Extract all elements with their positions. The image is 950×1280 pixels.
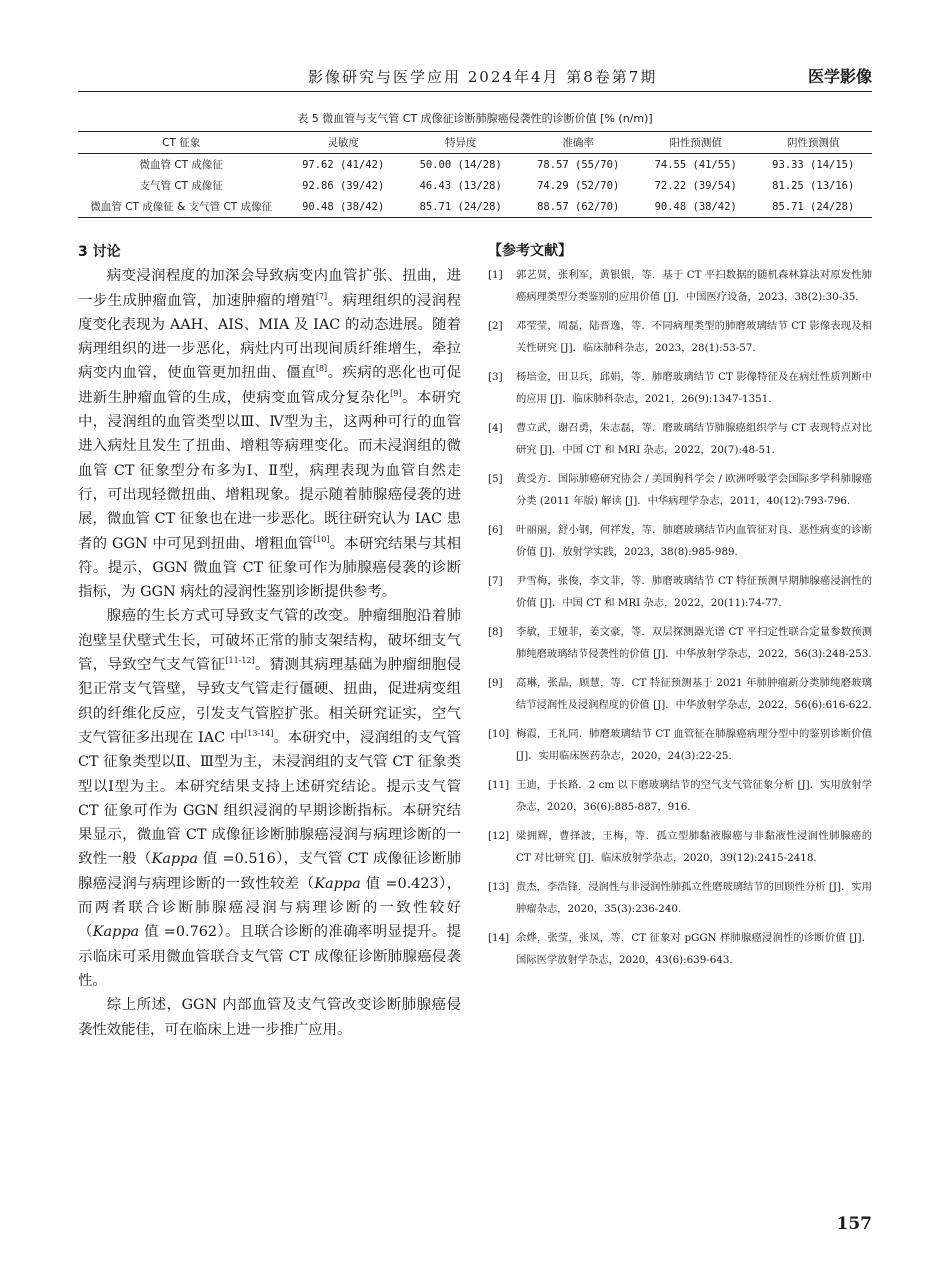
table-cell: 81.25 (13/16) — [772, 179, 855, 192]
section-heading: 3 讨论 — [78, 244, 121, 260]
reference-item: [1] 郭艺贤，张利军，黄银银，等．基于 CT 平扫数据的随机森林算法对原发性肺癌病理类型分类鉴别的应用价值 [J]．中国医疗设备，2023，38(2):30-35. — [488, 269, 872, 303]
table-cell: 74.29 (52/70) — [537, 179, 620, 192]
table-cell: 支气管 CT 成像征 — [139, 180, 223, 192]
section-label: 医学影像 — [807, 67, 872, 86]
col-header: 特异度 — [402, 132, 520, 154]
running-header — [78, 66, 872, 92]
table-cell: 97.62 (41/42) — [302, 158, 385, 171]
table-cell: 微血管 CT 成像征 — [139, 159, 223, 171]
table-row — [78, 175, 872, 196]
citation[interactable]: [13-14] — [244, 729, 274, 739]
paragraph: 病变浸润程度的加深会导致病变内血管扩张、扭曲，进一步生成肿瘤血管，加速肿瘤的增殖[7]。病理组织的浸润程度变化表现为 AAH、AIS、MIA 及 IAC 的动态进展。随着病理组织的进一步恶化，病灶内可出现间质纤维增生，牵拉病变内血管，使血管更加扭曲、僵直[8]。疾病的恶化也可促进新生肿瘤血管的生成，使病变血管成分复杂化[9]。本研究中，浸润组的血管类型以Ⅲ、Ⅳ型为主，这两种可行的血管进入病灶且发生了扭曲、增粗等病理变化。而未浸润组的微血管 CT 征象型分布多为Ⅰ、Ⅱ型，病理表现为血管自然走行，可出现轻微扭曲、增粗现象。提示随着肺腺癌侵袭的进展，微血管 CT 征象也在进一步恶化。既往研究认为 IAC 患者的 GGN 中可见到扭曲、增粗血管[10]。本研究结果与其相符。提示，GGN 微血管 CT 征象可作为肺腺癌侵袭的诊断指标，为 GGN 病灶的浸润性鉴别诊断提供参考。 — [78, 268, 461, 601]
references-heading: 【参考文献】 — [488, 243, 572, 259]
table-cell: 74.55 (41/55) — [654, 158, 737, 171]
reference-item: [4] 曹立武，谢召勇，朱志磊，等．磨玻璃结节肺腺癌组织学与 CT 表现特点对比研究 [J]．中国 CT 和 MRI 杂志，2022，20(7):48-51. — [488, 422, 872, 456]
reference-item: [6] 叶丽丽，舒小钢，何祥发，等．肺磨玻璃结节内血管征对良、恶性病变的诊断价值 [J]．放射学实践，2023，38(8):985-989. — [488, 524, 872, 558]
references-column — [488, 240, 872, 978]
citation[interactable]: [9] — [390, 388, 402, 398]
table-row — [78, 154, 872, 176]
citation[interactable]: [8] — [315, 364, 328, 374]
table-row — [78, 196, 872, 218]
table-cell: 93.33 (14/15) — [772, 158, 855, 171]
diagnostic-value-table — [78, 131, 872, 218]
table-cell: 92.86 (39/42) — [302, 179, 385, 192]
discussion-column — [78, 240, 461, 1042]
header-rule — [78, 91, 872, 92]
table-caption: 表 5 微血管与支气管 CT 成像征诊断肺腺癌侵袭性的诊断价值 [% (n/m)] — [297, 112, 653, 125]
table-cell: 88.57 (62/70) — [519, 196, 637, 218]
reference-item: [3] 杨培金，田卫兵，邱娟，等．肺磨玻璃结节 CT 影像特征及在病灶性质判断中的应用 [J]．临床肺科杂志，2021，26(9):1347-1351. — [488, 371, 872, 405]
col-header: 准确率 — [519, 132, 637, 154]
reference-item: [5] 黄受方．国际肺癌研究协会 / 美国胸科学会 / 欧洲呼吸学会国际多学科肺腺癌分类 (2011 年版) 解读 [J]．中华病理学杂志，2011，40(12):793-796. — [488, 473, 872, 507]
reference-item: [14] 余烨，张莹，张凤，等．CT 征象对 pGGN 样肺腺癌浸润性的诊断价值 [J]．国际医学放射学杂志，2020，43(6):639-643. — [488, 932, 872, 966]
table-cell: 90.48 (38/42) — [637, 196, 755, 218]
paragraph: 综上所述，GGN 内部血管及支气管改变诊断肺腺癌侵袭性效能佳，可在临床上进一步推广应用。 — [78, 997, 461, 1038]
table-cell: 78.57 (55/70) — [537, 158, 620, 171]
reference-item: [12] 梁拥辉，曹择波，王梅，等．孤立型肺黏液腺癌与非黏液性浸润性肺腺癌的 CT 对比研究 [J]．临床放射学杂志，2020，39(12):2415-2418. — [488, 830, 872, 864]
page-number: 157 — [836, 1214, 872, 1234]
reference-item: [7] 尹雪梅，张俊，李文菲，等．肺磨玻璃结节 CT 特征预测早期肺腺癌浸润性的价值 [J]．中国 CT 和 MRI 杂志，2022，20(11):74-77. — [488, 575, 872, 609]
reference-item: [8] 李敏，王娅菲，姜文豪，等．双层探测器光谱 CT 平扫定性联合定量参数预测肺纯磨玻璃结节侵袭性的价值 [J]．中华放射学杂志，2022，56(3):248-253. — [488, 626, 872, 660]
table-cell: 90.48 (38/42) — [284, 196, 402, 218]
reference-item: [11] 王迪，于长路．2 cm 以下磨玻璃结节的空气支气管征象分析 [J]．实用放射学杂志，2020，36(6):885-887，916. — [488, 779, 872, 813]
reference-item: [10] 梅霞，王礼同．肺磨玻璃结节 CT 血管征在肺腺癌病理分型中的鉴别诊断价值 [J]．实用临床医药杂志，2020，24(3):22-25. — [488, 728, 872, 762]
paragraph: 腺癌的生长方式可导致支气管的改变。肿瘤细胞沿着肺泡壁呈伏壁式生长，可破坏正常的肺支架结构，破坏细支气管，导致空气支气管征[11-12]。猜测其病理基础为肿瘤细胞侵犯正常支气管壁，导致支气管走行僵硬、扭曲，促进病变组织的纤维化反应，引发支气管腔扩张。相关研究证实，空气支气管征多出现在 IAC 中[13-14]。本研究中，浸润组的支气管 CT 征象类型以Ⅱ、Ⅲ型为主，未浸润组的支气管 CT 征象类型以Ⅰ型为主。本研究结果支持上述研究结论。提示支气管 CT 征象可作为 GGN 组织浸润的早期诊断指标。本研究结果显示，微血管 CT 成像征诊断肺腺癌浸润与病理诊断的一致性一般（Kappa 值 =0.516），支气管 CT 成像征诊断肺腺癌浸润与病理诊断的一致性较差（Kappa 值 =0.423），而两者联合诊断肺腺癌浸润与病理诊断的一致性较好（Kappa 值 =0.762）。且联合诊断的准确率明显提升。提示临床可采用微血管联合支气管 CT 成像征诊断肺腺癌侵袭性。 — [78, 608, 461, 989]
table-cell: 46.43 (13/28) — [419, 179, 502, 192]
citation[interactable]: [11-12] — [225, 656, 255, 666]
table-header-row — [78, 132, 872, 154]
citation[interactable]: [7] — [315, 291, 328, 301]
table-cell: 72.22 (39/54) — [654, 179, 737, 192]
reference-item: [13] 贵杰，李浩锋．浸润性与非浸润性肺孤立性磨玻璃结节的回顾性分析 [J]．实用肿瘤杂志，2020，35(3):236-240. — [488, 881, 872, 915]
reference-item: [9] 高琳，张晶，顾慧，等．CT 特征预测基于 2021 年肺肿瘤新分类肺纯磨玻璃结节浸润性及浸润程度的价值 [J]．中华放射学杂志，2022，56(6):616-622. — [488, 677, 872, 711]
journal-info: 影像研究与医学应用 2024年4月 第8卷第7期 — [308, 68, 658, 86]
table-cell: 微血管 CT 成像征 & 支气管 CT 成像征 — [78, 196, 284, 218]
col-header: 阴性预测值 — [754, 132, 872, 154]
reference-item: [2] 邓莹莹，周磊，陆晋逸，等．不同病理类型的肺磨玻璃结节 CT 影像表现及相关性研究 [J]．临床肺科杂志，2023，28(1):53-57. — [488, 320, 872, 354]
col-header: CT 征象 — [78, 132, 284, 154]
col-header: 灵敏度 — [284, 132, 402, 154]
table-cell: 50.00 (14/28) — [419, 158, 502, 171]
table-cell: 85.71 (24/28) — [754, 196, 872, 218]
table-cell: 85.71 (24/28) — [402, 196, 520, 218]
citation[interactable]: [10] — [313, 534, 330, 544]
col-header: 阳性预测值 — [637, 132, 755, 154]
